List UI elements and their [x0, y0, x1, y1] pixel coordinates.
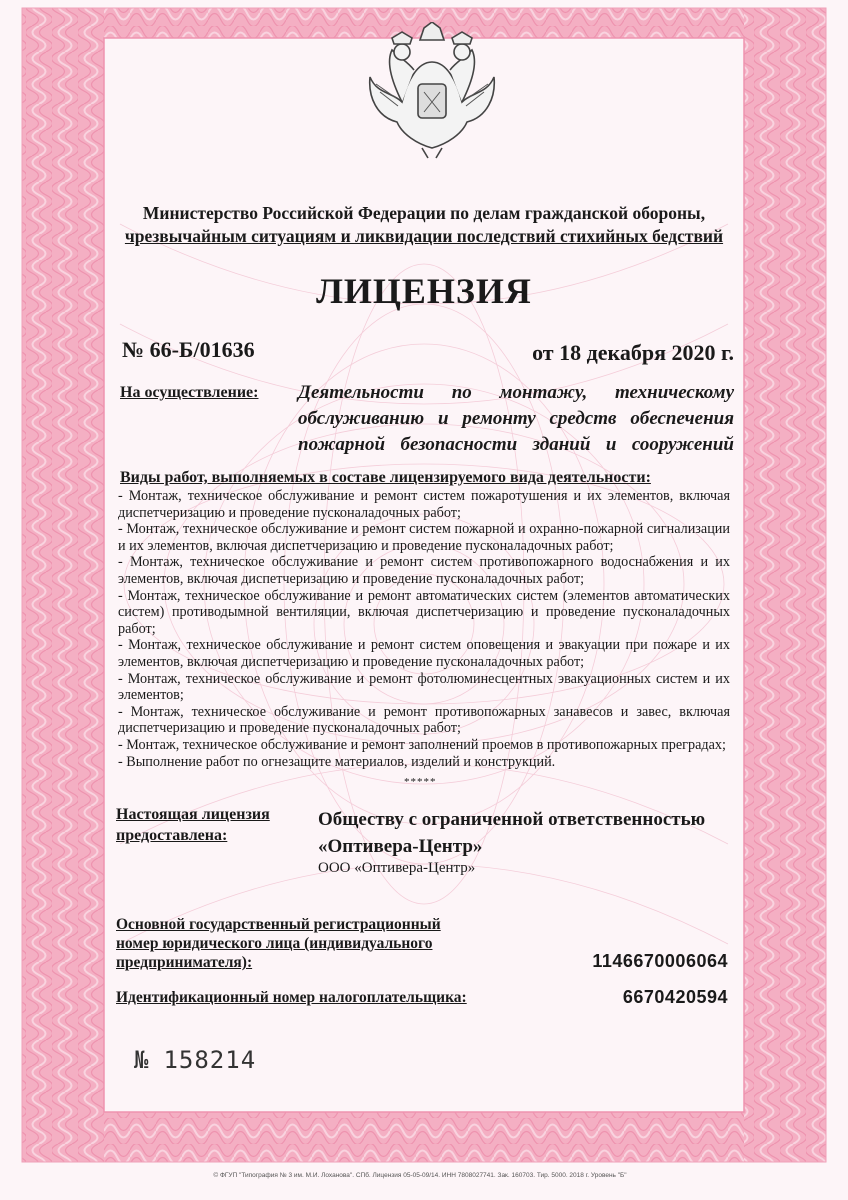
list-item: - Монтаж, техническое обслуживание и ремонт систем пожаротушения и их элементов, включая диспетчеризацию и проведение пусконаладочных работ; — [118, 488, 730, 521]
end-mark: ***** — [404, 776, 437, 788]
license-number: № 66-Б/01636 — [122, 337, 255, 362]
list-item: - Монтаж, техническое обслуживание и ремонт систем противопожарного водоснабжения и их элементов, включая диспетчеризацию и проведение пусконаладочных работ; — [118, 554, 730, 587]
list-item: - Монтаж, техническое обслуживание и ремонт автоматических систем (элементов автоматических систем) противодымной вентиляции, включая диспетчеризацию и проведение пусконаладочных работ; — [118, 587, 730, 637]
ogrn-label: Основной государственный регистрационный номер юридического лица (индивидуального предпринимателя): — [116, 916, 441, 971]
blank-serial-number — [134, 1046, 256, 1074]
list-item: - Монтаж, техническое обслуживание и ремонт противопожарных занавесов и завес, включая диспетчеризацию и проведение пусконаладочных работ; — [118, 703, 730, 737]
licensee-full-name: Обществу с ограниченной ответственностью «Оптивера-Центр» — [318, 809, 706, 857]
granted-label: Настоящая лицензия предоставлена: — [116, 806, 270, 844]
list-item: - Монтаж, техническое обслуживание и ремонт фотолюминесцентных эвакуационных систем и их элементов; — [118, 670, 730, 704]
purpose-text: Деятельности по монтажу, техническому обслуживанию и ремонту средств обеспечения пожарной безопасности зданий и сооружений — [298, 382, 734, 455]
document-title: ЛИЦЕНЗИЯ — [316, 271, 532, 311]
ministry-line-2: чрезвычайным ситуациям и ликвидации последствий стихийных бедствий — [124, 226, 724, 246]
list-item: - Монтаж, техническое обслуживание и ремонт систем оповещения и эвакуации при пожаре и их элементов, включая диспетчеризацию и проведение пусконаладочных работ; — [118, 637, 730, 670]
serial-prefix: № — [134, 1046, 150, 1074]
list-item: - Монтаж, техническое обслуживание и ремонт заполнений проемов в противопожарных преградах; — [118, 736, 726, 753]
works-heading: Виды работ, выполняемых в составе лицензируемого вида деятельности: — [120, 469, 651, 486]
licensee-short-name: ООО «Оптивера-Центр» — [318, 860, 476, 876]
works-list — [118, 488, 730, 770]
inn-value: 6670420594 — [622, 987, 728, 1007]
ministry-name — [120, 202, 728, 248]
ogrn-value: 1146670006064 — [592, 951, 728, 971]
ministry-line-1: Министерство Российской Федерации по делам гражданской обороны, — [142, 203, 706, 223]
list-item: - Выполнение работ по огнезащите материалов, изделий и конструкций. — [118, 753, 556, 770]
double-headed-eagle-icon — [362, 22, 502, 160]
serial-number: 158214 — [163, 1046, 257, 1074]
list-item: - Монтаж, техническое обслуживание и ремонт систем пожарной и охранно-пожарной сигнализации и их элементов, включая диспетчеризацию и проведение пусконаладочных работ; — [118, 521, 730, 554]
inn-label: Идентификационный номер налогоплательщика: — [116, 989, 467, 1006]
purpose-label: На осуществление: — [120, 384, 259, 401]
license-date: от 18 декабря 2020 г. — [532, 340, 734, 365]
printer-footer: © ФГУП "Типография № 3 им. М.И. Лоханова". СПб. Лицензия 05-05-09/14. ИНН 7808027741. Зак. 160703. Тир. 5000. 2018 г. Уровень "Б" — [213, 1172, 627, 1179]
